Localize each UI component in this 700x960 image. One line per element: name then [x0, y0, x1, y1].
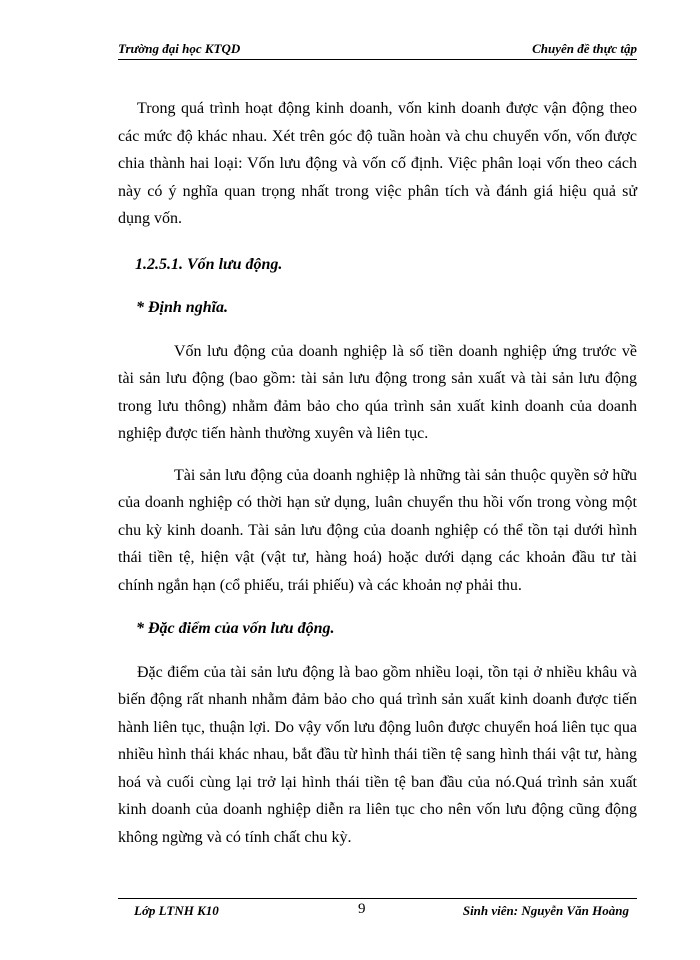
document-body	[118, 95, 637, 851]
page-header	[118, 39, 637, 60]
header-school: Trường đại học KTQD	[118, 41, 241, 56]
header-doc-type: Chuyên đề thực tập	[532, 41, 637, 56]
intro-paragraph: Trong quá trình hoạt động kinh doanh, vốn kinh doanh được vận động theo các mức độ khác nhau. Xét trên góc độ tuần hoàn và chu chuyển vốn, vốn được chia thành hai loại: Vốn lưu động và vốn cố định. Việc phân loại vốn theo cách này có ý nghĩa quan trọng nhất trong việc phân tích và đánh giá hiệu quả sử dụng vốn.	[118, 100, 637, 227]
definition-paragraph: Vốn lưu động của doanh nghiệp là số tiền doanh nghiệp ứng trước về tài sản lưu động (bao gồm: tài sản lưu động trong sản xuất và tài sản lưu động trong lưu thông) nhằm đảm bảo cho qúa trình sản xuất kinh doanh của doanh nghiệp được tiến hành thường xuyên và liên tục.	[118, 342, 637, 442]
asset-paragraph: Tài sản lưu động của doanh nghiệp là những tài sản thuộc quyền sở hữu của doanh nghiệp có thời hạn sử dụng, luân chuyển thu hồi vốn trong vòng một chu kỳ kinh doanh. Tài sản lưu động của doanh nghiệp có thể tồn tại dưới hình thái tiền tệ, hiện vật (vật tư, hàng hoá) hoặc dưới dạng các khoản đầu tư tài chính ngắn hạn (cổ phiếu, trái phiếu) và các khoản nợ phải thu.	[118, 466, 637, 594]
feature-heading: * Đặc điểm của vốn lưu động.	[136, 620, 335, 637]
page-number: 9	[358, 901, 366, 917]
definition-heading: * Định nghĩa.	[136, 299, 229, 316]
footer-class: Lớp LTNH K10	[134, 903, 219, 918]
section-heading: 1.2.5.1. Vốn lưu động.	[135, 255, 283, 273]
page-footer	[118, 898, 637, 923]
feature-paragraph: Đặc điểm của tài sản lưu động là bao gồm nhiều loại, tồn tại ở nhiều khâu và biến động rất nhanh nhằm đảm bảo cho quá trình sản xuất kinh doanh được tiến hành liên tục, thuận lợi. Do vậy vốn lưu động luôn được chuyển hoá liên tục qua nhiều hình thái khác nhau, bắt đầu từ hình thái tiền tệ sang hình thái vật tư, hàng hoá và cuối cùng lại trở lại hình thái tiền tệ ban đầu của nó.Quá trình sản xuất kinh doanh của doanh nghiệp diễn ra liên tục cho nên vốn lưu động cũng động không ngừng và có tính chất chu kỳ.	[118, 663, 637, 846]
footer-student: Sinh viên: Nguyễn Văn Hoàng	[462, 903, 629, 918]
